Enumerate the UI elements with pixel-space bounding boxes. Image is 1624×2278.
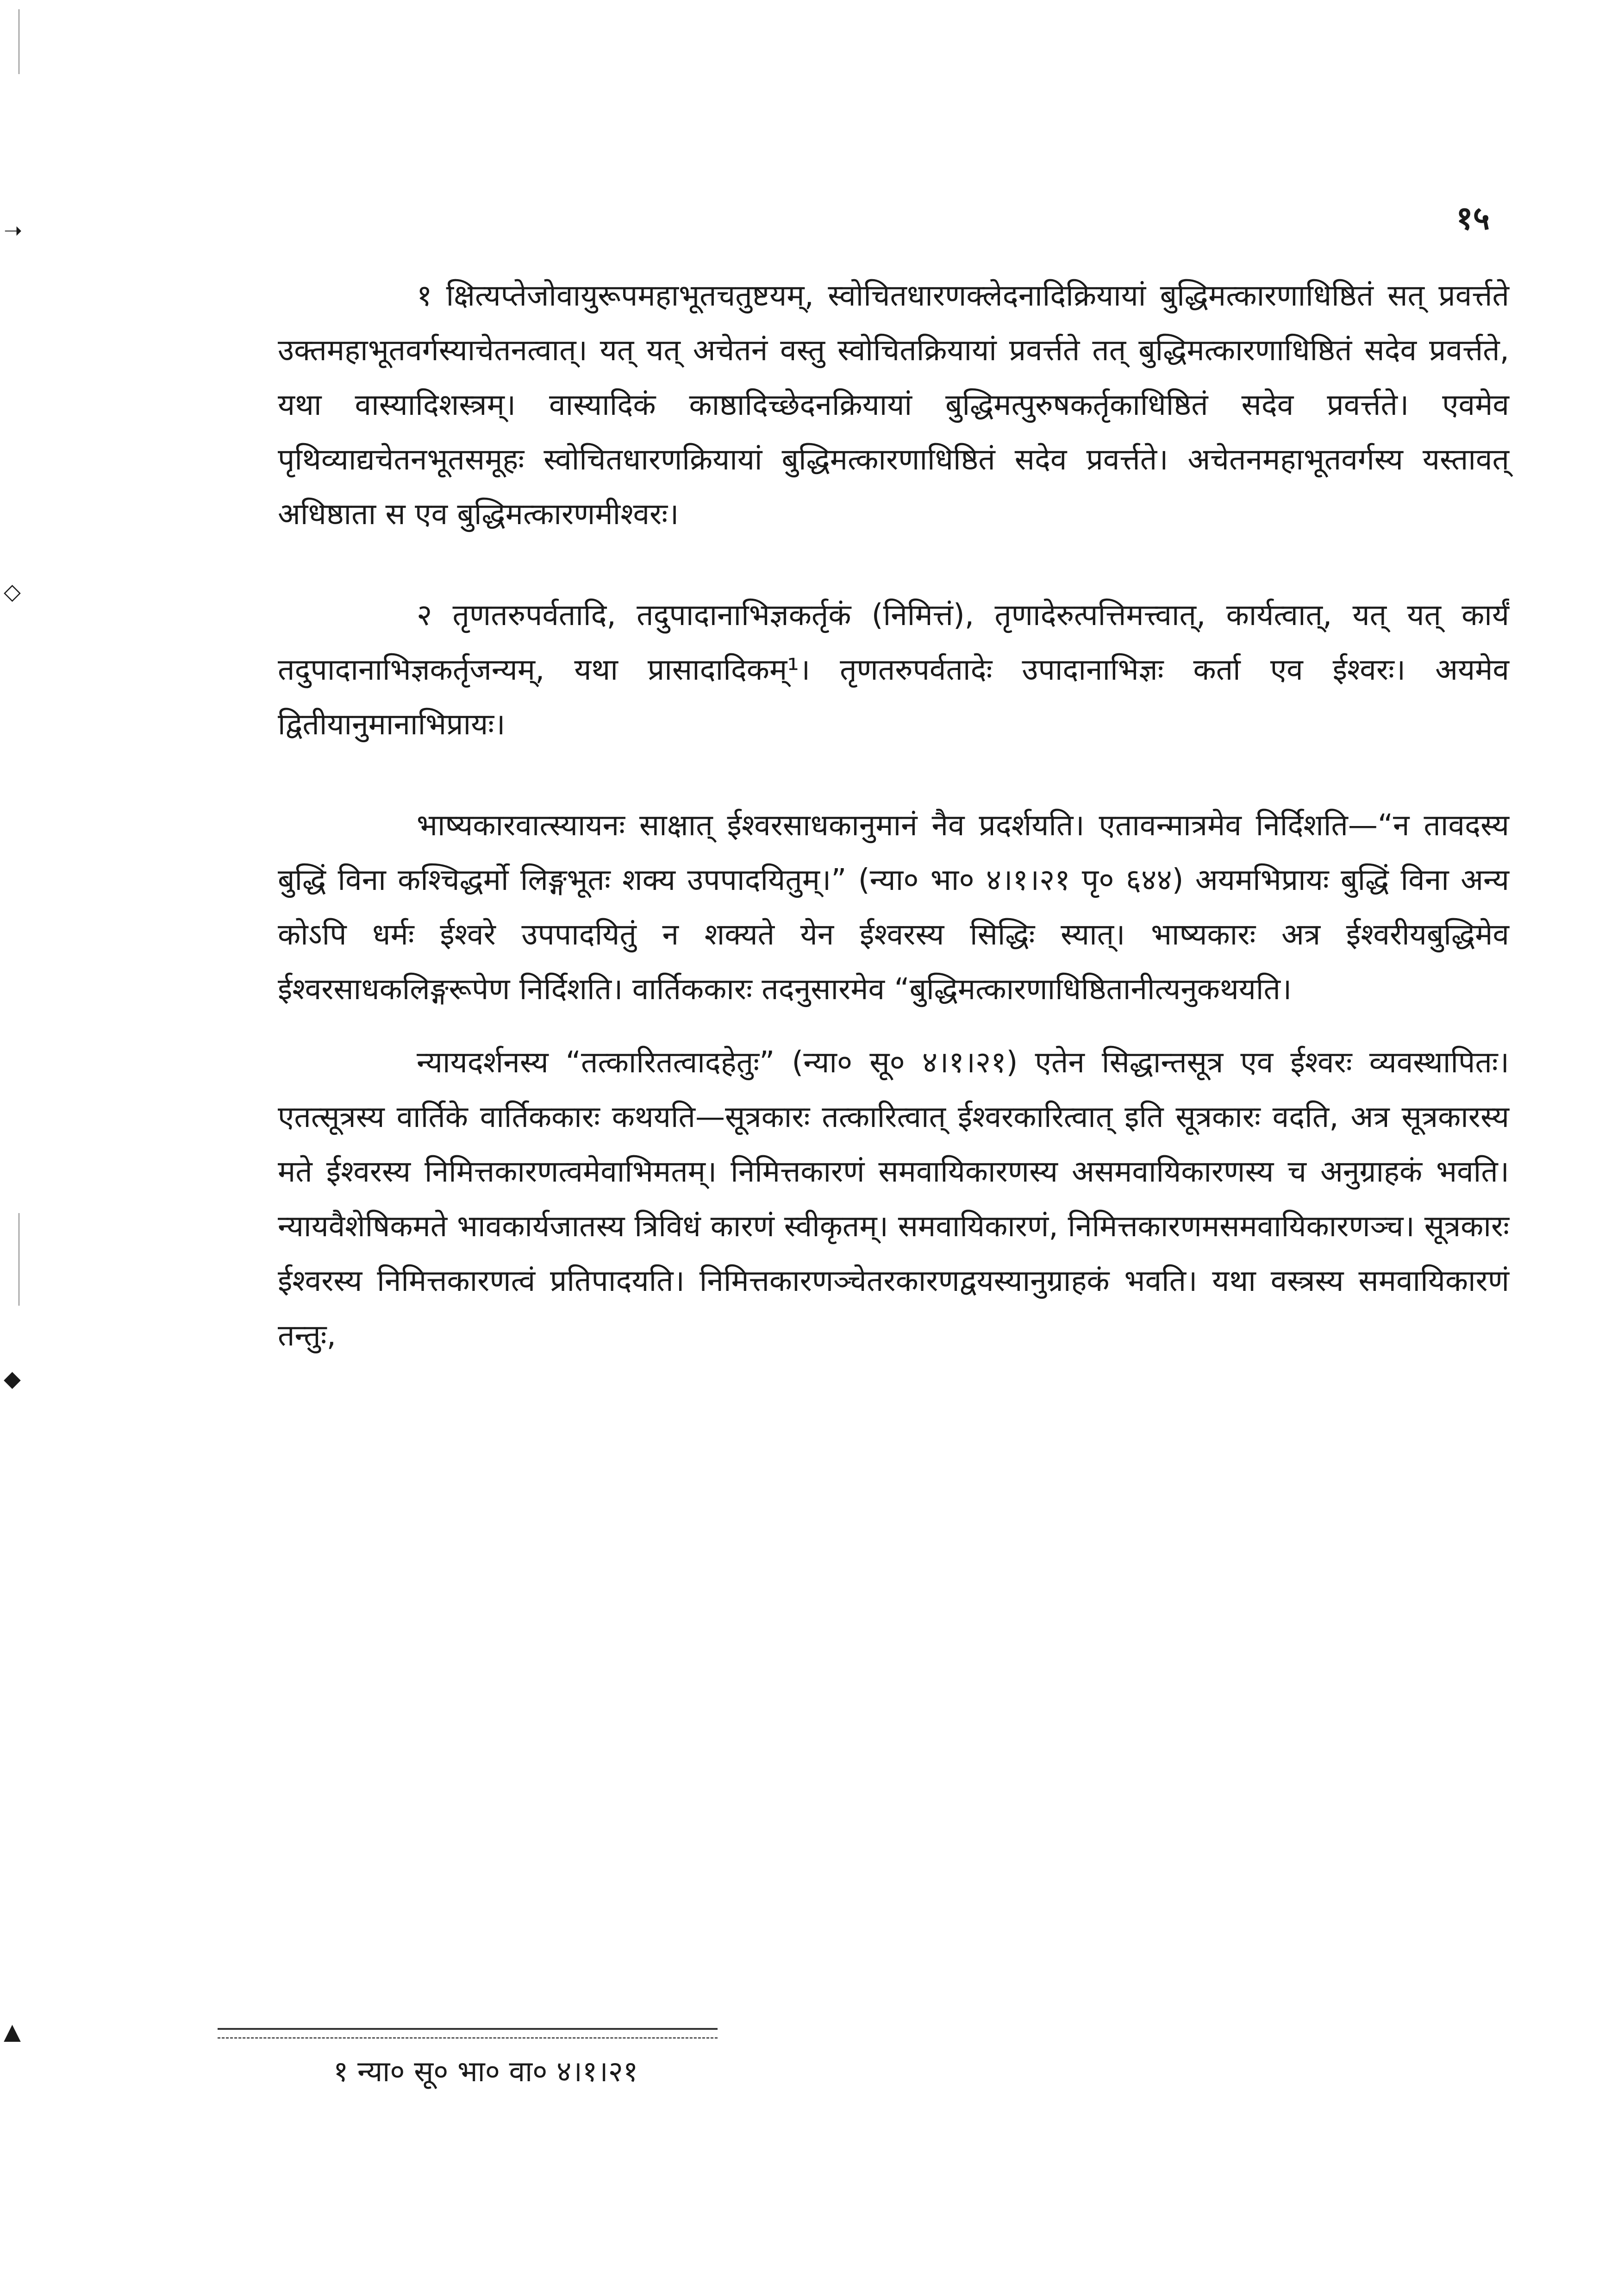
margin-arrow-mark: ▲ — [4, 2019, 21, 2045]
page-number: १५ — [1456, 199, 1490, 237]
footnote-separator-dashed — [218, 2037, 718, 2039]
margin-hole-mark: ◆ — [4, 1366, 21, 1392]
paragraph-bhashya: भाष्यकारवात्स्यायनः साक्षात् ईश्वरसाधकानुमानं नैव प्रदर्शयति। एतावन्मात्रमेव निर्दिशति—“न तावदस्य बुद्धिं विना कश्चिद्धर्मो लिङ्गभूतः शक्य उपपादयितुम्।” (न्या० भा० ४।१।२१ पृ० ६४४) अयमभिप्रायः बुद्धिं विना अन्य कोऽपि धर्मः ईश्वरे उपपादयितुं न शक्यते येन ईश्वरस्य सिद्धिः स्यात्। भाष्यकारः अत्र ईश्वरीयबुद्धिमेव ईश्वरसाधकलिङ्गरूपेण निर्दिशति। वार्तिककारः तदनुसारमेव “बुद्धिमत्कारणाधिष्ठितानीत्यनुकथयति। — [278, 808, 1509, 1007]
paragraph-inference-one: १ क्षित्यप्तेजोवायुरूपमहाभूतचतुष्टयम्, स्वोचितधारणक्लेदनादिक्रियायां बुद्धिमत्कारणाधिष्ठितं सत् प्रवर्त्तते उक्तमहाभूतवर्गस्याचेतनत्वात्। यत् यत् अचेतनं वस्तु स्वोचितक्रियायां प्रवर्त्तते तत् बुद्धिमत्कारणाधिष्ठितं सदेव प्रवर्त्तते, यथा वास्यादिशस्त्रम्। वास्यादिकं काष्ठादिच्छेदनक्रियायां बुद्धिमत्पुरुषकर्तृकाधिष्ठितं सदेव प्रवर्त्तते। एवमेव पृथिव्याद्यचेतनभूतसमूहः स्वोचितधारणक्रियायां बुद्धिमत्कारणाधिष्ठितं सदेव प्रवर्त्तते। अचेतनमहाभूतवर्गस्य यस्तावत् अधिष्ठाता स एव बुद्धिमत्कारणमीश्वरः। — [278, 279, 1509, 532]
footnote-separator — [218, 2028, 718, 2030]
footnote: १ न्या० सू० भा० वा० ४।१।२१ — [333, 2054, 638, 2088]
paragraph-inference-two: २ तृणतरुपर्वतादि, तदुपादानाभिज्ञकर्तृकं (निमित्तं), तृणादेरुत्पत्तिमत्त्वात्, कार्यत्वात्, यत् यत् कार्यं तदुपादानाभिज्ञकर्तृजन्यम्, यथा प्रासादादिकम्¹। तृणतरुपर्वतादेः उपादानाभिज्ञः कर्ता एव ईश्वरः। अयमेव द्वितीयानुमानाभिप्रायः। — [278, 598, 1509, 742]
margin-hole-mark: ◇ — [4, 579, 21, 605]
paragraph-nyaya-sutra: न्यायदर्शनस्य “तत्कारितत्वादहेतुः” (न्या० सू० ४।१।२१) एतेन सिद्धान्तसूत्र एव ईश्वरः व्यवस्थापितः। एतत्सूत्रस्य वार्तिके वार्तिककारः कथयति—सूत्रकारः तत्कारित्वात् ईश्वरकारित्वात् इति सूत्रकारः वदति, अत्र सूत्रकारस्य मते ईश्वरस्य निमित्तकारणत्वमेवाभिमतम्। निमित्तकारणं समवायिकारणस्य असमवायिकारणस्य च अनुग्राहकं भवति। न्यायवैशेषिकमते भावकार्यजातस्य त्रिविधं कारणं स्वीकृतम्। समवायिकारणं, निमित्तकारणमसमवायिकारणञ्च। सूत्रकारः ईश्वरस्य निमित्तकारणत्वं प्रतिपादयति। निमित्तकारणञ्चेतरकारणद्वयस्यानुग्राहकं भवति। यथा वस्त्रस्य समवायिकारणं तन्तुः, — [278, 1045, 1509, 1353]
margin-arrow-mark: ➝ — [4, 218, 23, 244]
page-body — [278, 269, 1509, 1382]
